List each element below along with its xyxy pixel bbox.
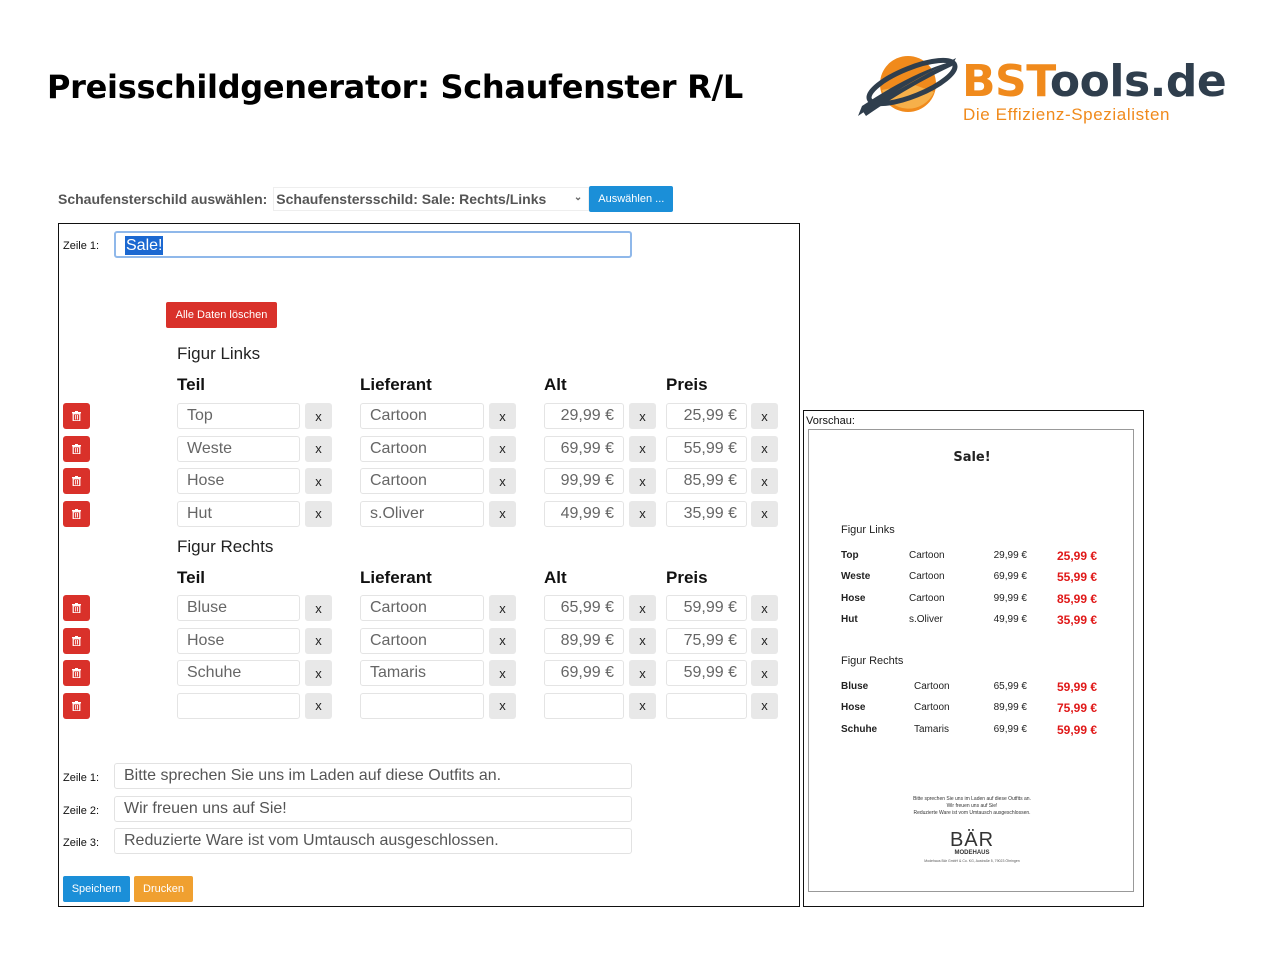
lieferant-value: Cartoon xyxy=(370,631,427,649)
clear-preis-label: x xyxy=(761,633,768,648)
lieferant-input[interactable] xyxy=(360,628,484,654)
clear-lieferant-label: x xyxy=(499,698,506,713)
alt-price-input[interactable] xyxy=(544,501,624,527)
teil-value: Hose xyxy=(187,472,225,489)
preview-alt: 69,99 € xyxy=(993,723,1027,735)
clear-alt-label: x xyxy=(639,600,646,616)
bstools-logo xyxy=(852,40,1232,130)
clear-teil-button[interactable] xyxy=(305,468,332,494)
preview-brand-logo xyxy=(809,830,1135,865)
preview-lieferant: s.Oliver xyxy=(909,613,943,625)
footer-line-2-input[interactable] xyxy=(114,796,632,822)
clear-preis-button[interactable] xyxy=(751,403,778,429)
alt-price-value: 65,99 € xyxy=(560,599,614,616)
teil-input[interactable] xyxy=(177,628,300,654)
delete-row-button[interactable] xyxy=(63,660,90,686)
template-select-value: Schaufenstersschild: Sale: Rechts/Links xyxy=(276,191,547,207)
page-title: Preisschildgenerator: Schaufenster R/L xyxy=(47,68,743,106)
select-template-button[interactable]: Auswählen ... xyxy=(589,186,673,212)
clear-preis-button[interactable] xyxy=(751,436,778,462)
selector-label: Schaufensterschild auswählen: xyxy=(58,191,268,207)
preview-teil: Top xyxy=(841,550,859,561)
preview-row xyxy=(809,550,1135,564)
clear-teil-label: x xyxy=(315,600,322,616)
preview-left-title: Figur Links xyxy=(841,524,895,536)
preview-row xyxy=(809,724,1135,738)
alt-price-value: 29,99 € xyxy=(560,407,614,424)
lieferant-input[interactable] xyxy=(360,660,484,686)
clear-teil-label: x xyxy=(315,441,322,456)
lieferant-input[interactable] xyxy=(360,436,484,462)
clear-alt-label: x xyxy=(639,473,646,489)
clear-alt-button[interactable] xyxy=(629,693,656,719)
clear-alt-button[interactable] xyxy=(629,403,656,429)
preview-row xyxy=(809,681,1135,695)
section-title-right: Figur Rechts xyxy=(177,537,274,556)
clear-lieferant-label: x xyxy=(499,633,506,648)
preview-preis: 25,99 € xyxy=(1057,549,1098,563)
teil-input[interactable] xyxy=(177,403,300,429)
preview-row xyxy=(809,571,1135,585)
footer-line-1-input[interactable] xyxy=(114,763,632,789)
clear-alt-label: x xyxy=(639,506,646,521)
clear-teil-label: x xyxy=(315,698,322,713)
delete-row-button[interactable] xyxy=(63,595,90,621)
clear-lieferant-label: x xyxy=(499,441,506,456)
lieferant-value: s.Oliver xyxy=(370,504,425,522)
template-selector-bar xyxy=(58,186,673,212)
preview-footer-line-2: Wir freuen uns auf Sie! xyxy=(946,803,998,809)
preview-lieferant: Cartoon xyxy=(914,681,950,692)
header-line-input[interactable] xyxy=(114,231,632,258)
column-header-alt-right: Alt xyxy=(544,568,567,587)
preis-input[interactable] xyxy=(666,595,747,621)
trash-icon xyxy=(72,701,81,711)
trash-icon xyxy=(72,444,81,454)
clear-teil-label: x xyxy=(315,473,322,489)
preview-alt: 89,99 € xyxy=(993,702,1027,714)
save-button[interactable]: Speichern xyxy=(63,876,130,902)
alt-price-input[interactable] xyxy=(544,403,624,429)
clear-preis-label: x xyxy=(761,408,768,424)
preview-brand-name: BÄR xyxy=(949,829,995,851)
lieferant-value: Cartoon xyxy=(370,407,427,424)
clear-teil-button[interactable] xyxy=(305,501,332,527)
column-header-preis: Preis xyxy=(666,375,708,394)
lieferant-input[interactable] xyxy=(360,403,484,429)
clear-alt-button[interactable] xyxy=(629,501,656,527)
editor-panel xyxy=(58,223,800,907)
delete-row-button[interactable] xyxy=(63,693,90,719)
preis-value: 75,99 € xyxy=(683,631,737,649)
preview-preis: 59,99 € xyxy=(1057,680,1098,694)
preview-title: Sale! xyxy=(953,450,991,465)
preview-footer xyxy=(809,796,1135,817)
trash-icon xyxy=(72,411,81,421)
section-title-left: Figur Links xyxy=(177,344,261,363)
clear-teil-button[interactable] xyxy=(305,436,332,462)
delete-row-button[interactable] xyxy=(63,403,90,429)
alt-price-input[interactable] xyxy=(544,595,624,621)
preis-value: 25,99 € xyxy=(683,407,737,424)
clear-lieferant-button[interactable] xyxy=(489,436,516,462)
clear-preis-button[interactable] xyxy=(751,628,778,654)
clear-preis-button[interactable] xyxy=(751,595,778,621)
teil-value: Schuhe xyxy=(187,664,242,681)
preview-right-title: Figur Rechts xyxy=(841,655,904,667)
clear-preis-label: x xyxy=(761,506,768,521)
preview-alt: 69,99 € xyxy=(993,571,1027,583)
delete-row-button[interactable] xyxy=(63,468,90,494)
preis-input[interactable] xyxy=(666,693,747,719)
preview-label: Vorschau: xyxy=(806,415,855,427)
lieferant-input[interactable] xyxy=(360,501,484,527)
preview-footer-line-1: Bitte sprechen Sie uns im Laden auf diese Outfits an. xyxy=(913,796,1031,802)
preview-teil: Hose xyxy=(841,592,866,604)
teil-value: Hose xyxy=(187,631,225,649)
clear-lieferant-label: x xyxy=(499,408,506,424)
clear-lieferant-button[interactable] xyxy=(489,501,516,527)
teil-input[interactable] xyxy=(177,501,300,527)
trash-icon xyxy=(72,476,81,486)
clear-alt-button[interactable] xyxy=(629,628,656,654)
clear-alt-label: x xyxy=(639,665,646,681)
preview-preis: 75,99 € xyxy=(1057,701,1098,716)
alt-price-value: 99,99 € xyxy=(560,472,614,489)
clear-lieferant-button[interactable] xyxy=(489,468,516,494)
clear-teil-button[interactable] xyxy=(305,403,332,429)
preview-lieferant: Cartoon xyxy=(914,702,950,714)
clear-alt-button[interactable] xyxy=(629,595,656,621)
clear-preis-button[interactable] xyxy=(751,693,778,719)
clear-preis-button[interactable] xyxy=(751,501,778,527)
teil-input[interactable] xyxy=(177,693,300,719)
preview-panel xyxy=(803,410,1144,907)
alt-price-value: 89,99 € xyxy=(560,631,614,649)
clear-preis-button[interactable] xyxy=(751,660,778,686)
preview-alt: 99,99 € xyxy=(993,592,1027,604)
preview-teil: Weste xyxy=(841,571,871,583)
preis-input[interactable] xyxy=(666,403,747,429)
teil-value: Hut xyxy=(187,504,212,522)
preis-value: 35,99 € xyxy=(683,504,737,522)
preview-alt: 65,99 € xyxy=(993,681,1027,692)
clear-lieferant-label: x xyxy=(499,665,506,681)
teil-input[interactable] xyxy=(177,436,300,462)
lieferant-input[interactable] xyxy=(360,693,484,719)
preview-teil: Hut xyxy=(841,613,858,625)
preview-teil: Schuhe xyxy=(841,723,878,735)
preis-input[interactable] xyxy=(666,628,747,654)
clear-lieferant-label: x xyxy=(499,600,506,616)
lieferant-value: Cartoon xyxy=(370,599,427,616)
preis-value: 55,99 € xyxy=(683,439,737,457)
column-header-teil-right: Teil xyxy=(177,568,206,587)
clear-teil-button[interactable] xyxy=(305,628,332,654)
footer-line-3-label: Zeile 3: xyxy=(63,837,100,849)
clear-teil-label: x xyxy=(315,665,322,681)
logo-wordmark: BSTools.de xyxy=(962,56,1227,107)
delete-row-button[interactable] xyxy=(63,628,90,654)
alt-price-value: 69,99 € xyxy=(560,439,614,457)
clear-teil-button[interactable] xyxy=(305,660,332,686)
clear-lieferant-label: x xyxy=(499,506,506,521)
teil-input[interactable] xyxy=(177,595,300,621)
clear-alt-button[interactable] xyxy=(629,468,656,494)
delete-row-button[interactable] xyxy=(63,436,90,462)
logo-tagline: Die Effizienz-Spezialisten xyxy=(963,105,1171,124)
preis-value: 59,99 € xyxy=(683,599,737,616)
alt-price-value: 69,99 € xyxy=(560,664,614,681)
clear-preis-label: x xyxy=(761,600,768,616)
clear-preis-label: x xyxy=(761,665,768,681)
column-header-lieferant: Lieferant xyxy=(360,375,432,394)
preview-teil: Bluse xyxy=(841,681,869,692)
lieferant-value: Cartoon xyxy=(370,472,427,489)
clear-lieferant-button[interactable] xyxy=(489,628,516,654)
clear-preis-label: x xyxy=(761,473,768,489)
clear-alt-label: x xyxy=(639,698,646,713)
globe-swoosh-icon xyxy=(852,40,962,130)
preis-input[interactable] xyxy=(666,501,747,527)
preview-preis: 35,99 € xyxy=(1057,612,1098,627)
preview-row xyxy=(809,614,1135,628)
preis-input[interactable] xyxy=(666,660,747,686)
lieferant-input[interactable] xyxy=(360,468,484,494)
preview-alt: 29,99 € xyxy=(993,550,1027,561)
clear-alt-label: x xyxy=(639,441,646,456)
clear-teil-label: x xyxy=(315,506,322,521)
preview-brand-sub: MODEHAUS xyxy=(954,850,990,856)
teil-input[interactable] xyxy=(177,468,300,494)
clear-lieferant-button[interactable] xyxy=(489,660,516,686)
alt-price-input[interactable] xyxy=(544,436,624,462)
teil-value: Bluse xyxy=(187,599,228,616)
preview-lieferant: Tamaris xyxy=(914,723,950,735)
print-button[interactable]: Drucken xyxy=(134,876,193,902)
footer-line-3-input[interactable] xyxy=(114,828,632,854)
preview-footer-line-3: Reduzierte Ware ist vom Umtausch ausgeschlossen. xyxy=(913,810,1031,816)
clear-alt-button[interactable] xyxy=(629,436,656,462)
clear-teil-button[interactable] xyxy=(305,595,332,621)
lieferant-value: Cartoon xyxy=(370,439,427,457)
teil-value: Weste xyxy=(187,439,233,457)
clear-teil-button[interactable] xyxy=(305,693,332,719)
preview-row xyxy=(809,702,1135,716)
clear-lieferant-button[interactable] xyxy=(489,403,516,429)
preview-teil: Hose xyxy=(841,702,866,714)
trash-icon xyxy=(72,668,81,678)
delete-row-button[interactable] xyxy=(63,501,90,527)
alt-price-input[interactable] xyxy=(544,660,624,686)
trash-icon xyxy=(72,603,81,613)
clear-preis-label: x xyxy=(761,441,768,456)
trash-icon xyxy=(72,509,81,519)
clear-alt-label: x xyxy=(639,408,646,424)
clear-alt-label: x xyxy=(639,633,646,648)
preview-preis: 85,99 € xyxy=(1057,591,1098,606)
header-line-value: Sale! xyxy=(126,237,163,254)
preview-lieferant: Cartoon xyxy=(909,550,945,561)
alt-price-input[interactable] xyxy=(544,628,624,654)
lieferant-input[interactable] xyxy=(360,595,484,621)
preview-lieferant: Cartoon xyxy=(909,571,945,583)
preview-preis: 59,99 € xyxy=(1057,722,1098,737)
preview-row xyxy=(809,593,1135,607)
teil-value: Top xyxy=(187,407,213,424)
template-select[interactable] xyxy=(273,187,589,211)
trash-icon xyxy=(72,636,81,646)
footer-line-1-label: Zeile 1: xyxy=(63,772,100,784)
alt-price-input[interactable] xyxy=(544,468,624,494)
preview-brand-address: Modehaus Bär GmbH & Co. KG, Austraße 5, 79023 Öhringen xyxy=(924,859,1020,863)
teil-input[interactable] xyxy=(177,660,300,686)
clear-teil-label: x xyxy=(315,408,322,424)
clear-preis-label: x xyxy=(761,698,768,713)
clear-lieferant-label: x xyxy=(499,473,506,489)
preview-alt: 49,99 € xyxy=(993,613,1027,625)
clear-teil-label: x xyxy=(315,633,322,648)
clear-preis-button[interactable] xyxy=(751,468,778,494)
column-header-alt: Alt xyxy=(544,375,567,394)
header-line-label: Zeile 1: xyxy=(63,240,100,252)
footer-line-2-label: Zeile 2: xyxy=(63,805,100,817)
preis-value: 85,99 € xyxy=(683,472,737,489)
clear-all-button[interactable]: Alle Daten löschen xyxy=(166,302,277,328)
lieferant-value: Tamaris xyxy=(370,664,427,681)
preview-lieferant: Cartoon xyxy=(909,592,945,604)
preview-preis: 55,99 € xyxy=(1057,570,1098,585)
preis-input[interactable] xyxy=(666,468,747,494)
alt-price-input[interactable] xyxy=(544,693,624,719)
preis-value: 59,99 € xyxy=(683,664,737,681)
preis-input[interactable] xyxy=(666,436,747,462)
clear-lieferant-button[interactable] xyxy=(489,595,516,621)
clear-alt-button[interactable] xyxy=(629,660,656,686)
preview-sheet xyxy=(808,429,1134,892)
column-header-preis-right: Preis xyxy=(666,568,708,587)
alt-price-value: 49,99 € xyxy=(560,504,614,522)
column-header-lieferant-right: Lieferant xyxy=(360,568,432,587)
column-header-teil: Teil xyxy=(177,375,206,394)
clear-lieferant-button[interactable] xyxy=(489,693,516,719)
chevron-down-icon: ⌄ xyxy=(573,192,583,203)
